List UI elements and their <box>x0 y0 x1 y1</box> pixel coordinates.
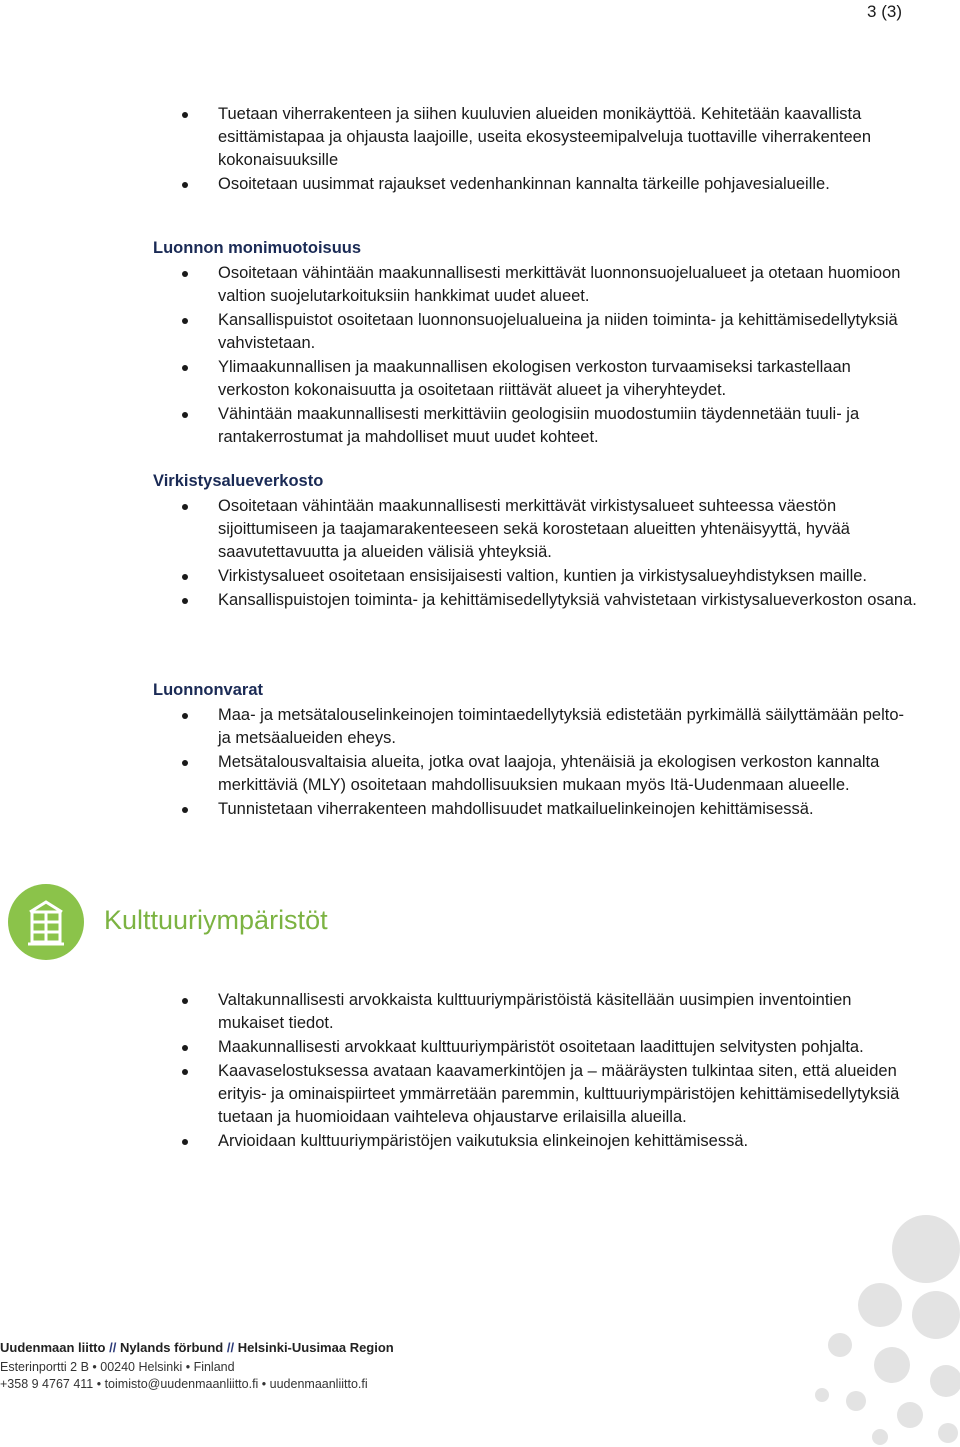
footer <box>0 1340 394 1393</box>
list-item: Tuetaan viherrakenteen ja siihen kuuluvien alueiden monikäyttöä. Kehitetään kaavallista esittämistapaa ja ohjausta laajoille, useita ekosysteemipalveluja tuottaville viherrakenteen kokonaisuuksille <box>0 103 918 172</box>
section-heading-recreation: Virkistysalueverkosto <box>153 472 324 490</box>
org-name-en: Helsinki-Uusimaa Region <box>237 1340 394 1355</box>
list-item: Kaavaselostuksessa avataan kaavamerkintöjen ja – määräysten tulkintaa siten, että alueiden erityis- ja ominaispiirteet ymmärretään paremmin, kulttuuriympäristöjen kehittämisedellytyksiä tuetaan ja huomioidaan vaihteleva ohjaustarve erilaisilla alueilla. <box>0 1060 918 1129</box>
section-heading-natural-resources: Luonnonvarat <box>153 681 263 699</box>
list-item: Maa- ja metsätalouselinkeinojen toimintaedellytyksiä edistetään pyrkimällä säilyttämään pelto- ja metsäalueiden eheys. <box>0 704 918 750</box>
separator: // <box>226 1340 235 1355</box>
list-item: Virkistysalueet osoitetaan ensisijaisesti valtion, kuntien ja virkistysalueyhdistyksen maille. <box>0 565 918 588</box>
footer-contact: +358 9 4767 411 • toimisto@uudenmaanliitto.fi • uudenmaanliitto.fi <box>0 1377 368 1391</box>
list-item: Tunnistetaan viherrakenteen mahdollisuudet matkailuelinkeinojen kehittämisessä. <box>0 798 918 821</box>
building-window-icon <box>8 884 84 960</box>
intro-list <box>0 103 960 197</box>
section-title-culture: Kulttuuriympäristöt <box>104 905 328 935</box>
section-heading-biodiversity: Luonnon monimuotoisuus <box>153 239 362 257</box>
recreation-list <box>0 495 960 613</box>
list-item: Osoitetaan vähintään maakunnallisesti merkittävät luonnonsuojelualueet ja otetaan huomioon valtion suojelutarkoituksiin hankkimat uudet alueet. <box>0 262 918 308</box>
list-item: Maakunnallisesti arvokkaat kulttuuriympäristöt osoitetaan laadittujen selvitysten pohjalta. <box>0 1036 918 1059</box>
list-item: Kansallispuistot osoitetaan luonnonsuojelualueina ja niiden toiminta- ja kehittämisedellytyksiä vahvistetaan. <box>0 309 918 355</box>
list-item: Osoitetaan vähintään maakunnallisesti merkittävät virkistysalueet suhteessa väestön sijoittumiseen ja taajamarakenteeseen sekä korostetaan alueitten yhtenäisyyttä, hyvää saavutettavuutta ja alueiden välisiä yhteyksiä. <box>0 495 918 564</box>
footer-org-names <box>0 1340 394 1355</box>
biodiversity-list <box>0 262 960 450</box>
natural-resources-list <box>0 704 960 822</box>
separator: // <box>109 1340 117 1355</box>
org-name-fi: Uudenmaan liitto <box>0 1340 106 1355</box>
list-item: Osoitetaan uusimmat rajaukset vedenhankinnan kannalta tärkeille pohjavesialueille. <box>0 173 918 196</box>
list-item: Valtakunnallisesti arvokkaista kulttuuriympäristöistä käsitellään uusimpien inventointien mukaiset tiedot. <box>0 989 918 1035</box>
org-name-sv: Nylands förbund <box>119 1340 224 1355</box>
culture-list <box>0 989 960 1154</box>
list-item: Arvioidaan kulttuuriympäristöjen vaikutuksia elinkeinojen kehittämisessä. <box>0 1130 918 1153</box>
list-item: Vähintään maakunnallisesti merkittäviin geologisiin muodostumiin täydennetään tuuli- ja rantakerrostumat ja mahdolliset muut uudet kohteet. <box>0 403 918 449</box>
list-item: Ylimaakunnallisen ja maakunnallisen ekologisen verkoston turvaamiseksi tarkastellaan verkoston kokonaisuutta ja osoitetaan riittävät alueet ja viheryhteydet. <box>0 356 918 402</box>
page-number: 3 (3) <box>867 2 902 21</box>
list-item: Kansallispuistojen toiminta- ja kehittämisedellytyksiä vahvistetaan virkistysalueverkoston osana. <box>0 589 918 612</box>
footer-address: Esterinportti 2 B • 00240 Helsinki • Finland <box>0 1360 235 1374</box>
list-item: Metsätalousvaltaisia alueita, jotka ovat laajoja, yhtenäisiä ja ekologisen verkoston kannalta merkittäviä (MLY) osoitetaan mahdollisuuksien mukaan myös Itä-Uudenmaan alueelle. <box>0 751 918 797</box>
